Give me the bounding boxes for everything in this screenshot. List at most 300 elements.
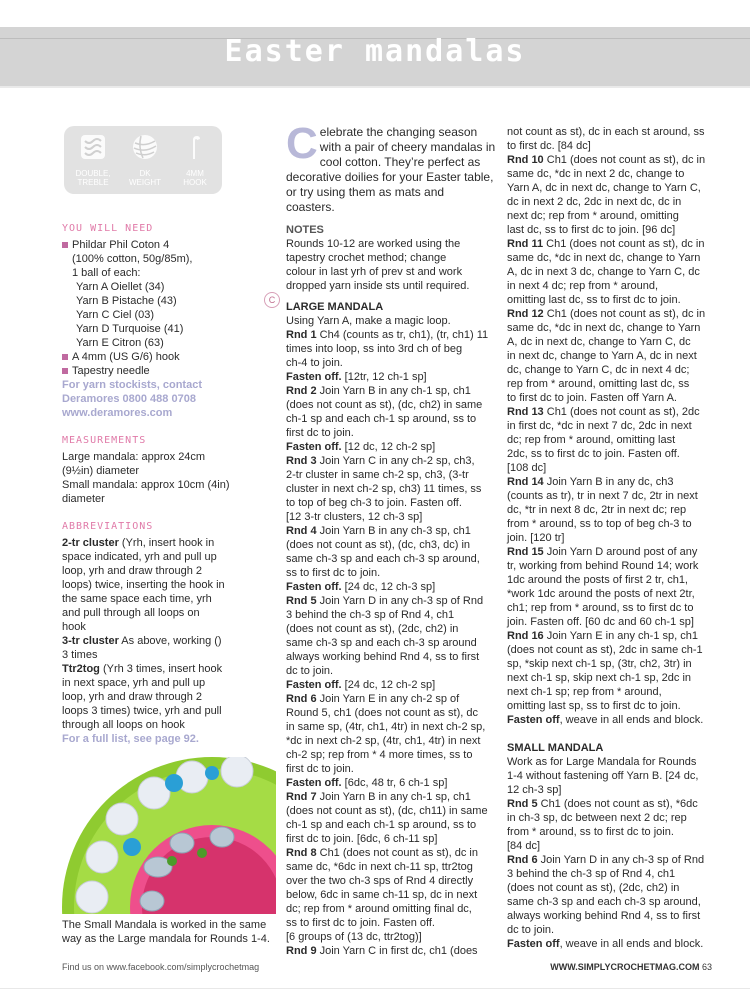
page-title: Easter mandalas <box>224 34 526 69</box>
round-label: Rnd 1 <box>286 329 317 341</box>
instruction-line <box>286 748 496 762</box>
instruction-line <box>507 307 719 321</box>
notes-line: colour in last yrh of prev st and work <box>286 266 463 278</box>
full-list-link[interactable]: For a full list, see page 92. <box>62 733 199 745</box>
yarn-item-text: Yarn A Oiellet (34) <box>76 281 165 293</box>
yarn-qty: 1 ball of each: <box>72 267 141 279</box>
instruction-text: dc to join. <box>507 924 555 936</box>
instruction-line <box>507 489 719 503</box>
instruction-text: dc in next 2 dc, 2dc in next dc, dc in <box>507 196 682 208</box>
abbrev-def: the same space each time, yrh <box>62 593 212 605</box>
spec-label: 4MM <box>186 169 204 178</box>
instruction-text: sp, *skip next ch-1 sp, (3tr, ch2, 3tr) in <box>507 658 692 670</box>
instruction-text: ch-1 sp and each ch-1 sp around, ss to <box>286 819 477 831</box>
instruction-text: tr, working from behind Round 14; work <box>507 560 699 572</box>
instruction-text: 2-tr cluster in same ch-2 sp, ch3, (3-tr <box>286 469 469 481</box>
instruction-line <box>286 902 496 916</box>
instruction-text: 3 behind the ch-3 sp of Rnd 4, ch1 <box>507 868 676 880</box>
measurement-line: (9½in) diameter <box>62 465 140 477</box>
instruction-text: first dc to join. [6dc, 6 ch-11 sp] <box>286 833 438 845</box>
instruction-text: ch-2 sp; rep from * 4 more times, ss to <box>286 749 473 761</box>
abbrev-def: loops 3 times) twice, yrh and pull <box>62 705 222 717</box>
round-label: Fasten off <box>507 714 560 726</box>
instruction-line <box>286 944 496 958</box>
instruction-text: *work 1dc around the posts of next 2tr, <box>507 588 695 600</box>
instruction-line <box>507 461 719 475</box>
instruction-line <box>286 846 496 860</box>
instruction-text: from * around, ss to top of beg ch-3 to <box>507 518 692 530</box>
crochet-logo-icon: C <box>264 292 280 308</box>
instruction-text: [108 dc] <box>507 462 547 474</box>
instruction-text: Ch1 (does not count as st), 2dc <box>543 406 700 418</box>
instruction-text: [12 3-tr clusters, 12 ch-3 sp] <box>286 511 423 523</box>
instruction-line <box>507 293 719 307</box>
round-label: Rnd 15 <box>507 546 544 558</box>
instruction-text: same dc, *dc in next dc, change to Yarn <box>507 252 701 264</box>
round-label: Rnd 4 <box>286 525 317 537</box>
instruction-line <box>507 265 719 279</box>
top-margin <box>0 0 750 14</box>
instruction-line <box>507 517 719 531</box>
yarn-item-text: Yarn B Pistache (43) <box>76 295 177 307</box>
instruction-text: omitting last dc, ss to first dc to join. <box>507 294 681 306</box>
instruction-text: ss to first dc to join. Fasten off. <box>286 917 435 929</box>
instruction-line <box>286 370 496 384</box>
instruction-line <box>286 720 496 734</box>
yarn-item <box>62 308 274 322</box>
instruction-text: same ch-3 sp and each ch-3 sp around, <box>507 896 701 908</box>
instruction-text: last dc, ss to first dc to join. [96 dc] <box>507 224 676 236</box>
instruction-line <box>286 622 496 636</box>
measurements-heading: MEASUREMENTS <box>62 435 147 446</box>
spec-label: WEIGHT <box>129 178 161 187</box>
yarn-item-text: Yarn C Ciel (03) <box>76 309 155 321</box>
intro-line: with a pair of cheery mandalas in <box>319 140 496 154</box>
instruction-text: dc; rep from * around, omitting last <box>507 434 676 446</box>
abbreviations-heading: ABBREVIATIONS <box>62 521 154 532</box>
instruction-line <box>507 923 719 937</box>
instruction-line <box>507 195 719 209</box>
right-column <box>507 125 719 951</box>
instruction-line <box>507 223 719 237</box>
instruction-line <box>507 685 719 699</box>
instruction-text: dc, *tr in next 8 dc, 2tr in next dc; rep <box>507 504 687 516</box>
instruction-line <box>507 237 719 251</box>
instruction-line <box>507 909 719 923</box>
instruction-line <box>286 860 496 874</box>
instruction-text: always working behind Rnd 4, ss to first <box>507 910 701 922</box>
caption-line: way as the Large mandala for Rounds 1-4. <box>62 933 270 945</box>
footer-site <box>550 962 712 972</box>
instruction-line <box>286 510 496 524</box>
instruction-line <box>507 881 719 895</box>
measurement-line: Small mandala: approx 10cm (4in) <box>62 479 230 491</box>
instruction-line <box>286 552 496 566</box>
yarn-brand: Phildar Phil Coton 4 <box>62 238 274 252</box>
instruction-line <box>507 349 719 363</box>
spec-hook <box>170 134 220 187</box>
footer-rule <box>0 988 750 989</box>
instruction-line <box>286 356 496 370</box>
instruction-text: Join Yarn B in any ch-3 sp, ch1 <box>316 525 471 537</box>
instruction-text: [12tr, 12 ch-1 sp] <box>341 371 427 383</box>
instruction-line <box>286 888 496 902</box>
instruction-line <box>507 377 719 391</box>
left-column <box>62 222 274 746</box>
instruction-text: 3 behind the ch-3 sp of Rnd 4, ch1 <box>286 609 455 621</box>
instruction-text: Ch1 (does not count as st), dc in <box>316 847 478 859</box>
instruction-line <box>507 839 719 853</box>
instruction-line <box>507 125 719 139</box>
instruction-text: Join Yarn D in any ch-3 sp of Rnd <box>316 595 484 607</box>
yarn-spec: (100% cotton, 50g/85m), <box>72 253 193 265</box>
instruction-line <box>507 321 719 335</box>
round-label: Rnd 5 <box>286 595 317 607</box>
instruction-line <box>507 545 719 559</box>
spec-label: HOOK <box>183 178 207 187</box>
mandala-photo <box>62 757 276 914</box>
instruction-line <box>286 608 496 622</box>
instruction-line <box>507 209 719 223</box>
instruction-text: ss to first dc to join. <box>286 567 381 579</box>
footer-site-link[interactable]: WWW.SIMPLYCROCHETMAG.COM <box>550 962 700 972</box>
instruction-line <box>286 342 496 356</box>
instruction-line <box>286 804 496 818</box>
instruction-text: to first dc to join. Fasten off Yarn A. <box>507 392 677 404</box>
round-label: Rnd 2 <box>286 385 317 397</box>
instruction-line <box>286 468 496 482</box>
instruction-line <box>286 440 496 454</box>
crochet-hook-icon <box>182 134 208 160</box>
yarn-texture-icon <box>80 134 106 160</box>
needle-item: Tapestry needle <box>62 364 274 378</box>
instruction-line <box>507 867 719 881</box>
instruction-line <box>286 384 496 398</box>
instruction-text: [6 groups of (13 dc, ttr2tog)] <box>286 931 422 943</box>
spec-weight <box>120 134 170 187</box>
notes-line: tapestry crochet method; change <box>286 252 447 264</box>
instruction-line <box>286 650 496 664</box>
instruction-text: next dc; rep from * around, omitting <box>507 210 679 222</box>
instruction-line <box>286 426 496 440</box>
large-mandala-heading: LARGE MANDALA <box>286 301 384 313</box>
instruction-line <box>507 279 719 293</box>
yarn-item <box>62 280 274 294</box>
instruction-line <box>507 713 719 727</box>
round-label: Rnd 11 <box>507 238 544 250</box>
instruction-text: Join Yarn E in any ch-2 sp of <box>316 693 460 705</box>
instruction-line <box>507 419 719 433</box>
footer-facebook[interactable]: Find us on www.facebook.com/simplycrochetmag <box>62 962 260 972</box>
instruction-line <box>286 398 496 412</box>
instruction-line <box>286 706 496 720</box>
instruction-text: join. Fasten off. [60 dc and 60 ch-1 sp] <box>507 616 694 628</box>
abbrev-term: 2-tr cluster <box>62 537 119 549</box>
spec-label: DK <box>139 169 151 178</box>
instruction-line <box>507 503 719 517</box>
instruction-line <box>286 776 496 790</box>
measurement-line: Large mandala: approx 24cm <box>62 451 206 463</box>
instruction-text: ch1; rep from * around, ss to first dc to <box>507 602 694 614</box>
instruction-text: Ch4 (counts as tr, ch1), (tr, ch1) 11 <box>316 329 489 341</box>
instruction-text: 12 ch-3 sp] <box>507 784 562 796</box>
round-label: Rnd 16 <box>507 630 544 642</box>
instruction-text: cluster in next ch-2 sp, ch3) 11 times, ss <box>286 483 482 495</box>
instruction-text: Work as for Large Mandala for Rounds <box>507 756 697 768</box>
instruction-text: ch-1 sp and each ch-1 sp around, ss to <box>286 413 477 425</box>
instruction-line <box>286 580 496 594</box>
intro-line: or try using them as mats and coasters. <box>286 185 445 214</box>
abbrev-def: loop, yrh and draw through 2 <box>62 565 203 577</box>
instruction-line <box>507 363 719 377</box>
instruction-line <box>507 433 719 447</box>
page-number: 63 <box>701 962 712 972</box>
abbrev-def: loop, yrh and draw through 2 <box>62 691 203 703</box>
yarn-item <box>62 322 274 336</box>
instruction-line <box>286 328 496 342</box>
instruction-line <box>507 153 719 167</box>
instruction-text: (does not count as st), (dc, ch3, dc) in <box>286 539 471 551</box>
abbrev-term: 3-tr cluster <box>62 635 119 647</box>
instruction-text: [6dc, 48 tr, 6 ch-1 sp] <box>341 777 448 789</box>
round-label: Rnd 8 <box>286 847 317 859</box>
instruction-text: Join Yarn B in any ch-1 sp, ch1 <box>316 385 471 397</box>
instruction-line <box>507 531 719 545</box>
stockists-text: For yarn stockists, contact <box>62 379 202 391</box>
abbrev-def: loops) twice, inserting the hook in <box>62 579 225 591</box>
intro-line: cool cotton. They’re perfect as <box>319 155 481 169</box>
instruction-text: Ch1 (does not count as st), *6dc <box>537 798 698 810</box>
instruction-text: always working behind Rnd 4, ss to first <box>286 651 480 663</box>
instruction-text: in same sp, (4tr, ch1, 4tr) in next ch-2 sp, <box>286 721 486 733</box>
instruction-line <box>286 412 496 426</box>
instruction-text: Join Yarn B in any dc, ch3 <box>543 476 674 488</box>
instruction-text: first dc to join. <box>286 763 354 775</box>
small-mandala-instructions <box>507 755 719 951</box>
instruction-text: Ch1 (does not count as st), dc in <box>543 238 705 250</box>
instruction-text: , weave in all ends and block. <box>559 714 704 726</box>
instruction-line <box>286 930 496 944</box>
instruction-line <box>286 874 496 888</box>
instruction-text: in first dc, *dc in next 7 dc, 2dc in next <box>507 420 692 432</box>
instruction-text: 1-4 without fastening off Yarn B. [24 dc, <box>507 770 699 782</box>
spec-icon-box <box>64 126 222 194</box>
drop-cap: C <box>286 119 318 168</box>
round-label: Rnd 13 <box>507 406 544 418</box>
notes-line: Rounds 10-12 are worked using the <box>286 238 461 250</box>
round-label: Rnd 14 <box>507 476 544 488</box>
instruction-text: (does not count as st), (2dc, ch2) in <box>286 623 459 635</box>
photo-caption <box>62 918 276 946</box>
instruction-line <box>507 895 719 909</box>
instruction-text: Join Yarn B in any ch-1 sp, ch1 <box>316 791 471 803</box>
abbrev-def: (Yrh, insert hook in <box>118 537 215 549</box>
instruction-line <box>507 573 719 587</box>
instruction-line <box>286 482 496 496</box>
instruction-line <box>286 692 496 706</box>
instruction-text: same dc, *6dc in next ch-11 sp, ttr2tog <box>286 861 473 873</box>
instruction-text: *dc in next ch-2 sp, (4tr, ch1, 4tr) in next <box>286 735 481 747</box>
instruction-line <box>286 818 496 832</box>
instruction-line <box>286 636 496 650</box>
instruction-line <box>286 524 496 538</box>
instruction-text: (does not count as st), (dc, ch11) in same <box>286 805 488 817</box>
instruction-line <box>286 678 496 692</box>
instruction-text: Join Yarn E in any ch-1 sp, ch1 <box>543 630 698 642</box>
measurement-line: diameter <box>62 493 105 505</box>
instruction-text: next ch-1 sp; rep from * around, <box>507 686 662 698</box>
instruction-text: times into loop, ss into 3rd ch of beg <box>286 343 463 355</box>
stockists-phone: Deramores 0800 488 0708 <box>62 393 196 405</box>
notes-heading: NOTES <box>286 224 324 236</box>
spec-stitch <box>68 134 118 187</box>
instruction-text: same ch-3 sp and each ch-3 sp around, <box>286 553 480 565</box>
instruction-text: in next 4 dc; rep from * around, <box>507 280 659 292</box>
instruction-line <box>507 937 719 951</box>
large-mandala-instructions <box>286 314 496 958</box>
instruction-text: Join Yarn D around post of any <box>543 546 698 558</box>
instruction-line <box>507 825 719 839</box>
instruction-line <box>286 664 496 678</box>
instruction-line <box>286 734 496 748</box>
instruction-line <box>507 475 719 489</box>
instruction-line <box>286 916 496 930</box>
instruction-line <box>507 559 719 573</box>
instruction-text: dc to join. <box>286 665 334 677</box>
instruction-text: A, dc in next dc, change to Yarn C, dc <box>507 336 691 348</box>
title-divider <box>0 86 750 88</box>
instruction-line <box>507 811 719 825</box>
instruction-text: join. [120 tr] <box>507 532 565 544</box>
instruction-text: (does not count as st), 2dc in same ch-1 <box>507 644 703 656</box>
you-will-need-heading: YOU WILL NEED <box>62 223 154 234</box>
instruction-text: below, 6dc in same ch-11 sp, dc in next <box>286 889 478 901</box>
round-label: Rnd 3 <box>286 455 317 467</box>
instruction-text: next ch-1 sp, skip next ch-1 sp, 2dc in <box>507 672 692 684</box>
instruction-line <box>286 454 496 468</box>
abbrev-def: in next space, yrh and pull up <box>62 677 206 689</box>
abbrev-2tr <box>62 536 274 550</box>
abbrev-def: space indicated, yrh and pull up <box>62 551 217 563</box>
abbrev-def: (Yrh 3 times, insert hook <box>99 663 223 675</box>
instruction-text: (counts as tr), tr in next 7 dc, 2tr in next <box>507 490 698 502</box>
round-label: Rnd 6 <box>286 693 317 705</box>
round-label: Fasten off. <box>286 777 342 789</box>
instruction-text: rep from * around, omitting last dc, ss <box>507 378 690 390</box>
stockists-link[interactable]: www.deramores.com <box>62 407 173 419</box>
instruction-text: 2dc, ss to first dc to join. Fasten off. <box>507 448 680 460</box>
instruction-line <box>507 657 719 671</box>
round-label: Rnd 12 <box>507 308 544 320</box>
large-mandala-instructions-cont <box>507 125 719 727</box>
instruction-line <box>507 643 719 657</box>
instruction-line <box>507 769 719 783</box>
instruction-line <box>507 181 719 195</box>
middle-column <box>286 119 496 958</box>
abbrev-def: 3 times <box>62 649 98 661</box>
round-label: Fasten off <box>507 938 560 950</box>
instruction-line <box>507 853 719 867</box>
instruction-line <box>286 496 496 510</box>
abbrev-def: As above, working () <box>118 635 222 647</box>
round-label: Fasten off. <box>286 679 342 691</box>
instruction-text: [12 dc, 12 ch-2 sp] <box>341 441 436 453</box>
instruction-text: [24 dc, 12 ch-2 sp] <box>341 679 436 691</box>
round-label: Rnd 7 <box>286 791 317 803</box>
instruction-text: Join Yarn C in first dc, ch1 (does <box>316 945 478 957</box>
instruction-line <box>507 629 719 643</box>
instruction-text: dc, change to Yarn C, dc in next 4 dc; <box>507 364 690 376</box>
instruction-text: to top of beg ch-3 to join. Fasten off. <box>286 497 462 509</box>
instruction-text: in next dc, change to Yarn A, dc in next <box>507 350 697 362</box>
instruction-text: Join Yarn D in any ch-3 sp of Rnd <box>537 854 705 866</box>
round-label: Fasten off. <box>286 581 342 593</box>
instruction-text: (does not count as st), (dc, ch2) in same <box>286 399 483 411</box>
instruction-text: Ch1 (does not count as st), dc in <box>543 308 706 320</box>
instruction-text: 1dc around the posts of first 2 tr, ch1, <box>507 574 688 586</box>
instruction-line <box>507 335 719 349</box>
round-label: Rnd 9 <box>286 945 317 957</box>
yarn-item <box>62 294 274 308</box>
intro-line: elebrate the changing season <box>319 125 478 139</box>
instruction-text: Join Yarn C in any ch-2 sp, ch3, <box>316 455 475 467</box>
instruction-text: from * around, ss to first dc to join. <box>507 826 674 838</box>
instruction-line <box>286 594 496 608</box>
instruction-line <box>507 139 719 153</box>
abbrev-def: hook <box>62 621 86 633</box>
instruction-line <box>507 251 719 265</box>
yarn-item <box>62 336 274 350</box>
instruction-line <box>507 755 719 769</box>
round-label: Rnd 5 <box>507 798 538 810</box>
instruction-line <box>507 167 719 181</box>
instruction-text: to first dc. [84 dc] <box>507 140 591 152</box>
instruction-text: not count as st), dc in each st around, ss <box>507 126 705 138</box>
instruction-text: dc; rep from * around omitting final dc, <box>286 903 472 915</box>
abbrev-def: and pull through all loops on <box>62 607 200 619</box>
round-label: Rnd 6 <box>507 854 538 866</box>
instruction-line <box>286 832 496 846</box>
instruction-text: first dc to join. <box>286 427 354 439</box>
round-label: Rnd 10 <box>507 154 544 166</box>
hook-item: A 4mm (US G/6) hook <box>62 350 274 364</box>
yarn-item-text: Yarn E Citron (63) <box>76 337 164 349</box>
instruction-text: [24 dc, 12 ch-3 sp] <box>341 581 436 593</box>
instruction-line <box>286 762 496 776</box>
small-mandala-heading: SMALL MANDALA <box>507 742 604 754</box>
instruction-text: same dc, *dc in next dc, change to Yarn <box>507 322 701 334</box>
instruction-line <box>286 538 496 552</box>
instruction-text: A, dc in next 3 dc, change to Yarn C, dc <box>507 266 700 278</box>
abbrev-term: Ttr2tog <box>62 663 100 675</box>
instruction-text: Round 5, ch1 (does not count as st), dc <box>286 707 479 719</box>
instruction-line <box>507 405 719 419</box>
instruction-text: , weave in all ends and block. <box>559 938 704 950</box>
yarn-ball-icon <box>132 134 158 160</box>
abbrev-def: through all loops on hook <box>62 719 185 731</box>
instruction-text: same ch-3 sp and each ch-3 sp around <box>286 637 477 649</box>
instruction-text: (does not count as st), (2dc, ch2) in <box>507 882 680 894</box>
instruction-text: Ch1 (does not count as st), dc in <box>543 154 706 166</box>
instruction-line <box>507 615 719 629</box>
instruction-line <box>507 671 719 685</box>
instruction-text: [84 dc] <box>507 840 541 852</box>
instruction-text: in ch-3 sp, dc between next 2 dc; rep <box>507 812 687 824</box>
round-label: Fasten off. <box>286 441 342 453</box>
round-label: Fasten off. <box>286 371 342 383</box>
intro-line: decorative doilies for your Easter table, <box>286 170 494 184</box>
yarn-item-text: Yarn D Turquoise (41) <box>76 323 184 335</box>
